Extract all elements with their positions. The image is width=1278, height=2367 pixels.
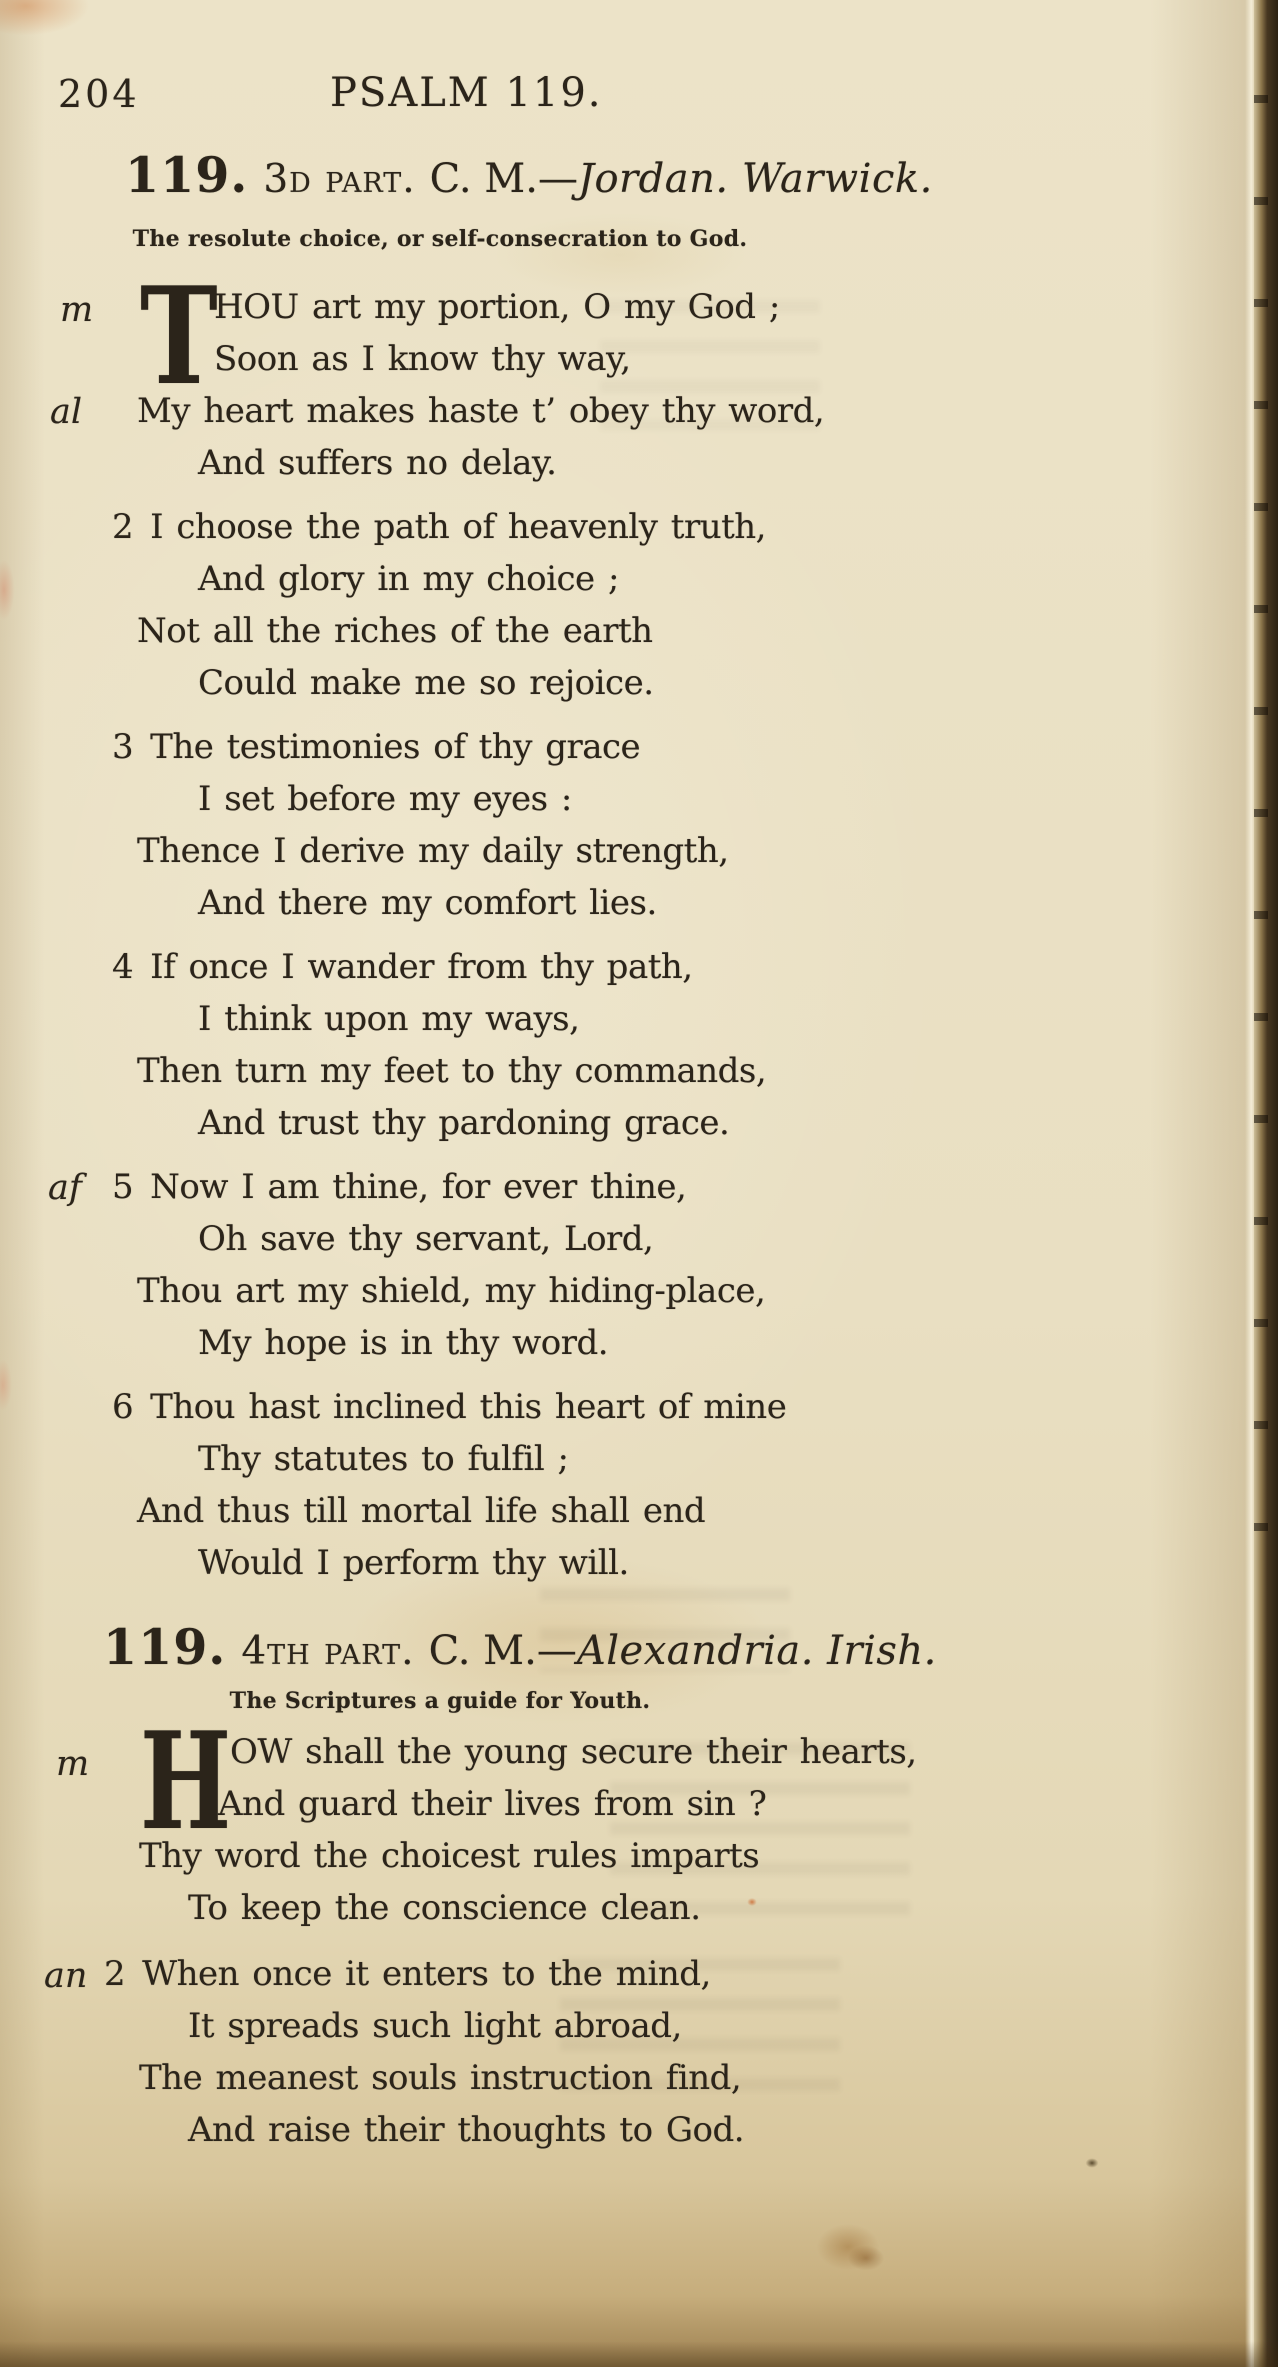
- verse-line: Oh save thy servant, Lord,: [198, 1219, 654, 1259]
- verse-line: It spreads such light abroad,: [188, 2006, 682, 2046]
- verse-line: And trust thy pardoning grace.: [198, 1103, 730, 1143]
- verse-line: [112, 1161, 940, 1213]
- verse-line: And guard their lives from sin ?: [218, 1784, 767, 1824]
- verse-line: Then turn my feet to thy commands,: [137, 1051, 767, 1091]
- verse-line: I set before my eyes :: [198, 779, 572, 819]
- margin-mark: al: [50, 392, 83, 432]
- verse-text: The testimonies of thy grace: [150, 727, 641, 767]
- verse-line: Not all the riches of the earth: [137, 611, 653, 651]
- verse-line: OW shall the young secure their hearts,: [230, 1732, 917, 1772]
- stanza: [40, 1381, 940, 1589]
- verse-line: [112, 501, 940, 553]
- hymn-1-stanzas: [40, 257, 940, 1601]
- margin-mark: m: [60, 290, 94, 330]
- verse-line: HOU art my portion, O my God ;: [214, 287, 780, 327]
- hymn-heading: [103, 1618, 937, 1676]
- verse-number: 3: [112, 727, 134, 767]
- verse-line: The meanest souls instruction find,: [139, 2058, 742, 2098]
- margin-mark: af: [48, 1168, 82, 1208]
- show-through-ghost: [540, 1588, 790, 1672]
- verse-number: 2: [104, 1954, 126, 1994]
- verse-line: And raise their thoughts to God.: [188, 2110, 745, 2150]
- hymn-subject: The resolute choice, or self-consecration to God.: [132, 226, 748, 252]
- verse-text: Now I am thine, for ever thine,: [150, 1167, 687, 1207]
- drop-cap: T: [140, 257, 218, 415]
- verse-number: 4: [112, 947, 134, 987]
- hymn-number: 119.: [103, 1618, 227, 1676]
- verse-line: My hope is in thy word.: [198, 1323, 609, 1363]
- margin-mark: m: [56, 1744, 90, 1784]
- hymn-number: 119.: [125, 146, 249, 204]
- hymn-meter: C. M.—: [429, 156, 578, 202]
- bottom-page-shadow: [0, 2341, 1278, 2367]
- page-edge-highlight: [1245, 0, 1254, 2367]
- verse-number: 5: [112, 1167, 134, 1207]
- margin-mark: an: [44, 1956, 88, 1996]
- hymn-subject: The Scriptures a guide for Youth.: [229, 1688, 651, 1714]
- drop-cap: H: [140, 1702, 232, 1860]
- page-number: 204: [58, 72, 140, 116]
- verse-line: Thy word the choicest rules imparts: [139, 1836, 760, 1876]
- hymn-tune-names: Jordan. Warwick.: [577, 156, 933, 202]
- verse-text: If once I wander from thy path,: [150, 947, 693, 987]
- verse-line: Thence I derive my daily strength,: [137, 831, 729, 871]
- verse-line: Would I perform thy will.: [198, 1543, 629, 1583]
- verse-line: My heart makes haste t’ obey thy word,: [137, 391, 825, 431]
- stanza: [40, 1161, 940, 1369]
- show-through-ghost: [560, 1958, 840, 2118]
- verse-text: I choose the path of heavenly truth,: [150, 507, 766, 547]
- verse-line: [112, 941, 940, 993]
- hymn-part-label: 3d part.: [263, 157, 416, 202]
- verse-line: [112, 1381, 940, 1433]
- book-fore-edge: [1254, 0, 1278, 2367]
- verse-line: [112, 721, 940, 773]
- verse-text: Thou hast inclined this heart of mine: [150, 1387, 787, 1427]
- hymn-tune-names: Alexandria. Irish.: [576, 1628, 937, 1674]
- page-edge-ticks: [1254, 95, 1268, 1595]
- running-title: PSALM 119.: [330, 70, 603, 116]
- verse-text: When once it enters to the mind,: [142, 1954, 711, 1994]
- verse-line: And thus till mortal life shall end: [137, 1491, 706, 1531]
- hymn-meter: C. M.—: [428, 1628, 577, 1674]
- hymn-heading: [125, 146, 933, 204]
- hymn-part-label: 4th part.: [241, 1629, 415, 1674]
- verse-line: I think upon my ways,: [198, 999, 580, 1039]
- verse-line: Thou art my shield, my hiding-place,: [137, 1271, 766, 1311]
- verse-line: Soon as I know thy way,: [214, 339, 631, 379]
- show-through-ghost: [600, 300, 820, 430]
- verse-line: And there my comfort lies.: [198, 883, 657, 923]
- stanza: [40, 721, 940, 929]
- verse-number: 6: [112, 1387, 134, 1427]
- verse-line: And glory in my choice ;: [198, 559, 619, 599]
- verse-line: And suffers no delay.: [198, 443, 557, 483]
- stanza: [40, 501, 940, 709]
- show-through-ghost: [610, 1742, 910, 1922]
- stanza: [40, 941, 940, 1149]
- verse-number: 2: [112, 507, 134, 547]
- verse-line: Could make me so rejoice.: [198, 663, 654, 703]
- verse-line: To keep the conscience clean.: [188, 1888, 701, 1928]
- verse-line: Thy statutes to fulfil ;: [198, 1439, 569, 1479]
